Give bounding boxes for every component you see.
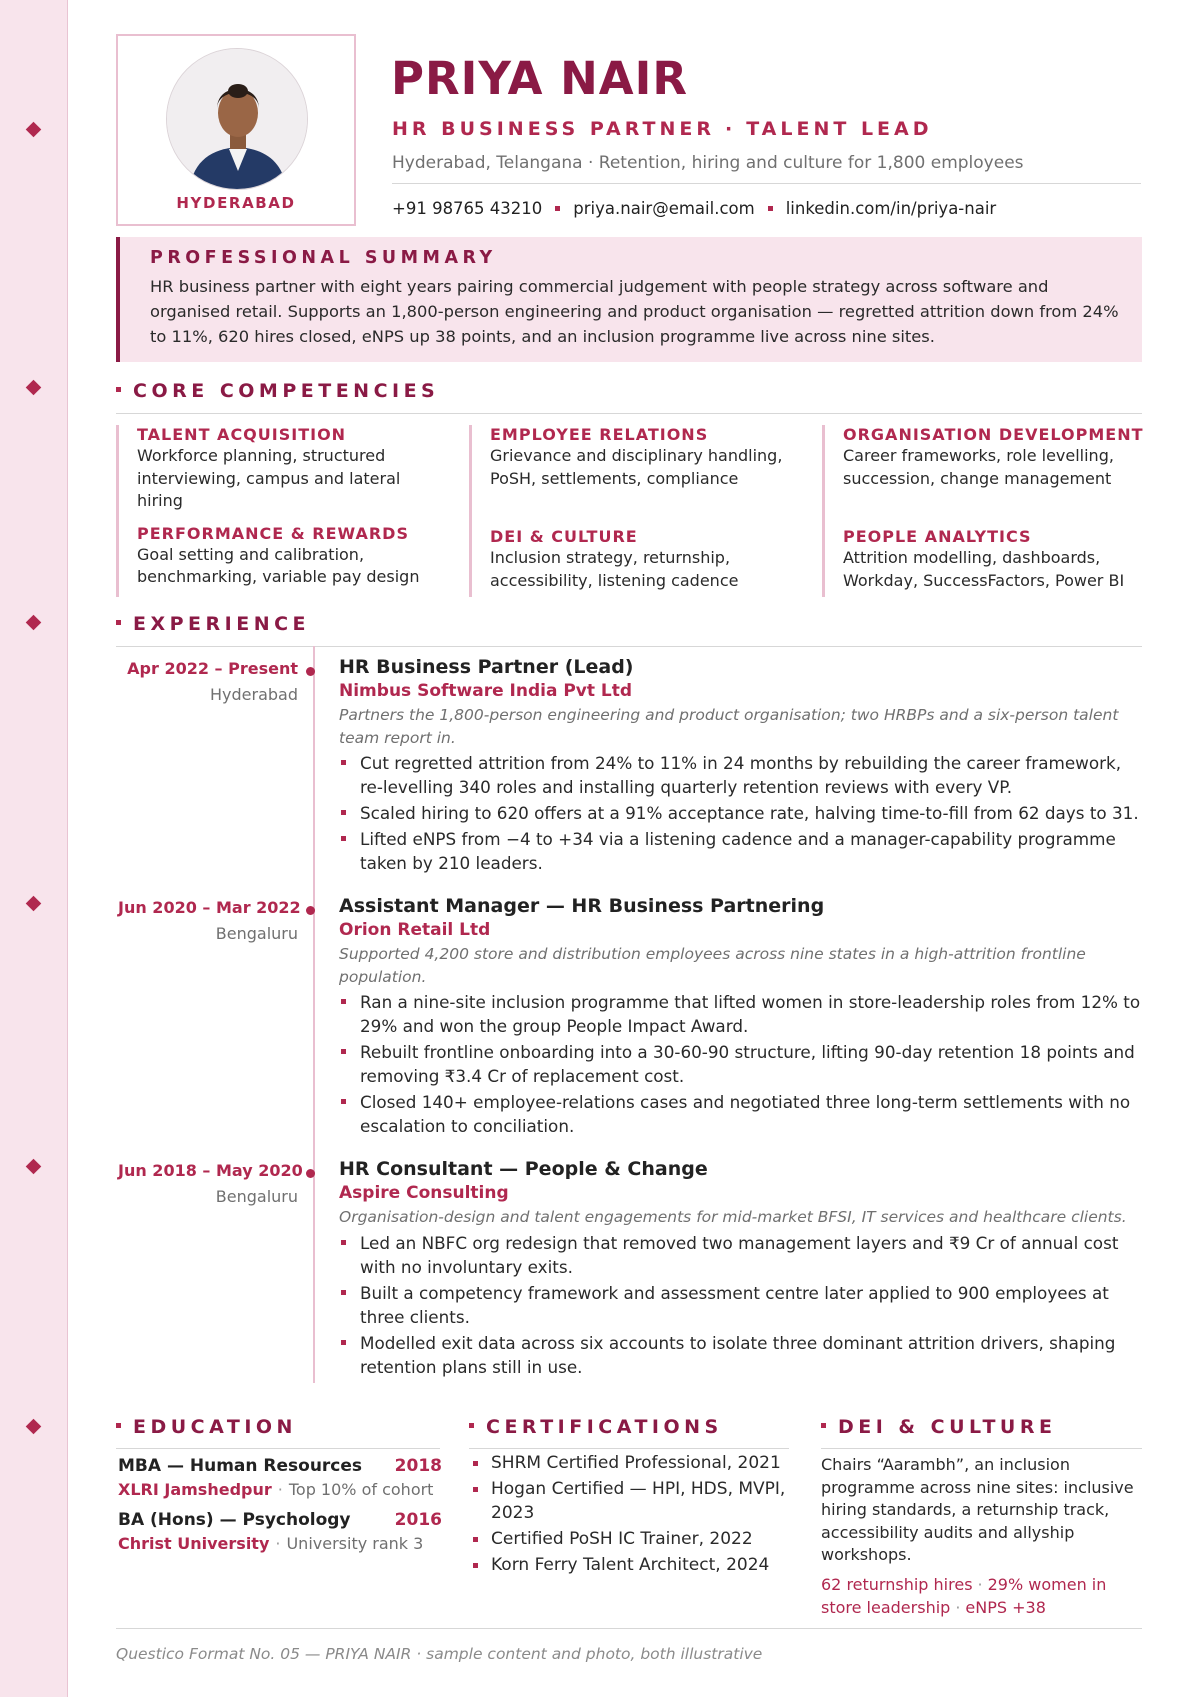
certification-item: Certified PoSH IC Trainer, 2022 <box>471 1528 791 1552</box>
certification-list <box>471 1452 791 1580</box>
certification-item: Hogan Certified — HPI, HDS, MVPI, 2023 <box>471 1478 791 1525</box>
title-primary: HR BUSINESS PARTNER <box>392 118 715 140</box>
section-divider <box>116 646 1142 647</box>
middot-separator: · <box>955 1597 961 1617</box>
bullet-separator <box>555 206 560 211</box>
job-location: Bengaluru <box>215 1187 298 1206</box>
competency-item <box>843 527 1142 592</box>
job-description: Supported 4,200 store and distribution employees across nine states in a high-attrition frontline population. <box>339 945 1086 986</box>
competency-item <box>137 425 436 513</box>
candidate-name: PRIYA NAIR <box>391 52 689 105</box>
section-heading-certifications <box>469 1416 723 1438</box>
middot-separator: · <box>977 1575 983 1594</box>
achievement-item: Built a competency framework and assessment centre later applied to 900 employees at three clients. <box>339 1281 1149 1329</box>
section-heading-dei <box>821 1416 1056 1438</box>
education-header-row <box>118 1510 442 1534</box>
section-divider <box>116 1448 440 1449</box>
section-heading-competencies <box>116 380 439 402</box>
job-titles <box>392 118 933 140</box>
job-details <box>339 1158 1149 1381</box>
achievement-item: Ran a nine-site inclusion programme that lifted women in store-leadership roles from 12% to 29% and won the group People Impact Award. <box>339 990 1149 1038</box>
company-name: Orion Retail Ltd <box>339 920 491 940</box>
achievement-list <box>339 751 1149 875</box>
competency-item <box>843 425 1142 516</box>
graduation-year: 2016 <box>394 1510 442 1530</box>
achievement-item: Scaled hiring to 620 offers at a 91% acceptance rate, halving time-to-fill from 62 days to 31. <box>339 801 1149 825</box>
job-description: Partners the 1,800-person engineering and product organisation; two HRBPs and a six-person talent team report in. <box>339 706 1119 747</box>
job-role: HR Business Partner (Lead) <box>339 656 634 678</box>
profile-photo <box>166 48 308 190</box>
graduation-year: 2018 <box>394 1456 442 1476</box>
competency-title: DEI & CULTURE <box>490 527 638 546</box>
achievement-item: Modelled exit data across six accounts to isolate three dominant attrition drivers, shaping retention plans still in use. <box>339 1331 1149 1379</box>
timeline-dot-icon <box>306 667 315 676</box>
certification-item: SHRM Certified Professional, 2021 <box>471 1452 791 1476</box>
profile-photo-card <box>116 34 356 226</box>
dei-stat: 62 returnship hires <box>821 1575 973 1594</box>
institution-line <box>118 1480 442 1499</box>
diamond-marker <box>26 380 42 396</box>
education-entry <box>118 1510 442 1553</box>
middot-separator: · <box>275 1534 281 1553</box>
diamond-marker <box>26 1159 42 1175</box>
competency-text: Grievance and disciplinary handling, PoSH, settlements, compliance <box>490 446 783 488</box>
degree-name: BA (Hons) — Psychology <box>118 1510 351 1530</box>
achievement-item: Led an NBFC org redesign that removed two management layers and ₹9 Cr of annual cost with no involuntary exits. <box>339 1231 1149 1279</box>
section-heading-text: CERTIFICATIONS <box>486 1416 723 1438</box>
achievement-item: Lifted eNPS from −4 to +34 via a listening cadence and a manager-capability programme taken by 210 leaders. <box>339 827 1149 875</box>
achievement-item: Rebuilt frontline onboarding into a 30-60-90 structure, lifting 90-day retention 18 points and removing ₹3.4 Cr of replacement cost. <box>339 1040 1149 1088</box>
bullet-separator <box>768 206 773 211</box>
photo-caption: HYDERABAD <box>176 194 296 212</box>
job-location: Hyderabad <box>210 685 298 704</box>
section-heading-text: CORE COMPETENCIES <box>133 380 440 402</box>
institution-name: XLRI Jamshedpur <box>118 1480 272 1499</box>
summary-heading: PROFESSIONAL SUMMARY <box>150 248 497 268</box>
summary-text: HR business partner with eight years pairing commercial judgement with people strategy across software and organised retail. Supports an 1,800-person engineering and product organisation — regretted attrition down from 24% to 11%, 620 hires closed, eNPS up 38 points, and an inclusion programme live across nine sites. <box>150 277 1119 346</box>
dei-stat: eNPS +38 <box>965 1597 1046 1617</box>
title-separator: · <box>724 118 737 140</box>
competency-column <box>469 425 789 597</box>
diamond-marker <box>26 1419 42 1435</box>
competency-item <box>490 425 789 516</box>
achievement-item: Cut regretted attrition from 24% to 11% in 24 months by rebuilding the career framework, re-levelling 340 roles and installing quarterly retention reviews with every VP. <box>339 751 1149 799</box>
institution-name: Christ University <box>118 1534 270 1553</box>
contact-line <box>392 199 996 218</box>
education-note: University rank 3 <box>286 1534 424 1553</box>
section-heading-text: DEI & CULTURE <box>838 1416 1057 1438</box>
competency-title: TALENT ACQUISITION <box>137 425 347 444</box>
competency-text: Attrition modelling, dashboards, Workday, SuccessFactors, Power BI <box>843 548 1125 590</box>
competency-text: Career frameworks, role levelling, succession, change management <box>843 446 1114 488</box>
education-entry <box>118 1456 442 1499</box>
institution-line <box>118 1534 442 1553</box>
dei-stats <box>821 1574 1141 1619</box>
job-dates: Jun 2018 – May 2020 <box>118 1161 303 1180</box>
competency-text: Workforce planning, structured interviewing, campus and lateral hiring <box>137 446 401 510</box>
competency-text: Inclusion strategy, returnship, accessibility, listening cadence <box>490 548 739 590</box>
education-header-row <box>118 1456 442 1480</box>
diamond-marker <box>26 122 42 138</box>
competency-column <box>822 425 1142 597</box>
achievement-list <box>339 990 1149 1138</box>
section-heading-text: EDUCATION <box>133 1416 297 1438</box>
competency-title: PERFORMANCE & REWARDS <box>137 523 409 543</box>
company-name: Aspire Consulting <box>339 1183 509 1203</box>
competency-title: EMPLOYEE RELATIONS <box>490 425 709 444</box>
timeline-dot-icon <box>306 906 315 915</box>
square-bullet-icon <box>469 1423 474 1428</box>
education-note: Top 10% of cohort <box>288 1480 434 1499</box>
email-link[interactable]: priya.nair@email.com <box>573 199 755 218</box>
square-bullet-icon <box>116 1423 121 1428</box>
competency-title: ORGANISATION DEVELOPMENT <box>843 425 1144 444</box>
footer-divider <box>116 1628 1142 1629</box>
job-role: Assistant Manager — HR Business Partnering <box>339 895 825 917</box>
dei-stat: 29% women in store leadership <box>821 1575 1107 1617</box>
square-bullet-icon <box>116 387 121 392</box>
job-description: Organisation-design and talent engagements for mid-market BFSI, IT services and healthcare clients. <box>339 1208 1127 1226</box>
job-details <box>339 895 1149 1140</box>
header-divider <box>392 183 1141 184</box>
square-bullet-icon <box>116 620 121 625</box>
section-heading-text: EXPERIENCE <box>133 613 311 635</box>
left-decorative-band <box>0 0 68 1697</box>
diamond-marker <box>26 896 42 912</box>
section-heading-experience <box>116 613 310 635</box>
company-name: Nimbus Software India Pvt Ltd <box>339 681 633 701</box>
person-portrait-icon <box>167 49 308 190</box>
square-bullet-icon <box>821 1423 826 1428</box>
achievement-item: Closed 140+ employee-relations cases and negotiated three long-term settlements with no escalation to conciliation. <box>339 1090 1149 1138</box>
linkedin-link[interactable]: linkedin.com/in/priya-nair <box>785 199 997 218</box>
job-location: Bengaluru <box>215 924 298 943</box>
competency-column <box>116 425 436 597</box>
phone-number[interactable]: +91 98765 43210 <box>392 199 543 218</box>
competency-item <box>137 524 436 589</box>
dei-description: Chairs “Aarambh”, an inclusion programme across nine sites: inclusive hiring standards, a returnship track, accessibility audits and allyship workshops. <box>821 1455 1134 1564</box>
section-divider <box>821 1448 1142 1449</box>
section-heading-education <box>116 1416 297 1438</box>
section-divider <box>116 413 1142 414</box>
timeline-line <box>313 646 315 1383</box>
competency-text: Goal setting and calibration, benchmarking, variable pay design <box>137 544 420 586</box>
job-details <box>339 656 1149 877</box>
timeline-dot-icon <box>306 1169 315 1178</box>
job-role: HR Consultant — People & Change <box>339 1158 708 1180</box>
middot-separator: · <box>277 1480 283 1499</box>
location-tagline: Hyderabad, Telangana · Retention, hiring and culture for 1,800 employees <box>392 153 1024 173</box>
certification-item: Korn Ferry Talent Architect, 2024 <box>471 1554 791 1578</box>
competency-item <box>490 527 789 592</box>
competency-title: PEOPLE ANALYTICS <box>843 527 1032 546</box>
section-divider <box>469 1448 789 1449</box>
professional-summary <box>116 237 1142 362</box>
achievement-list <box>339 1231 1149 1379</box>
title-secondary: TALENT LEAD <box>746 118 933 140</box>
degree-name: MBA — Human Resources <box>118 1456 363 1476</box>
diamond-marker <box>26 615 42 631</box>
job-dates: Apr 2022 – Present <box>127 659 298 678</box>
footer-note: Questico Format No. 05 — PRIYA NAIR · sample content and photo, both illustrative <box>116 1645 763 1663</box>
job-dates: Jun 2020 – Mar 2022 <box>118 898 301 917</box>
